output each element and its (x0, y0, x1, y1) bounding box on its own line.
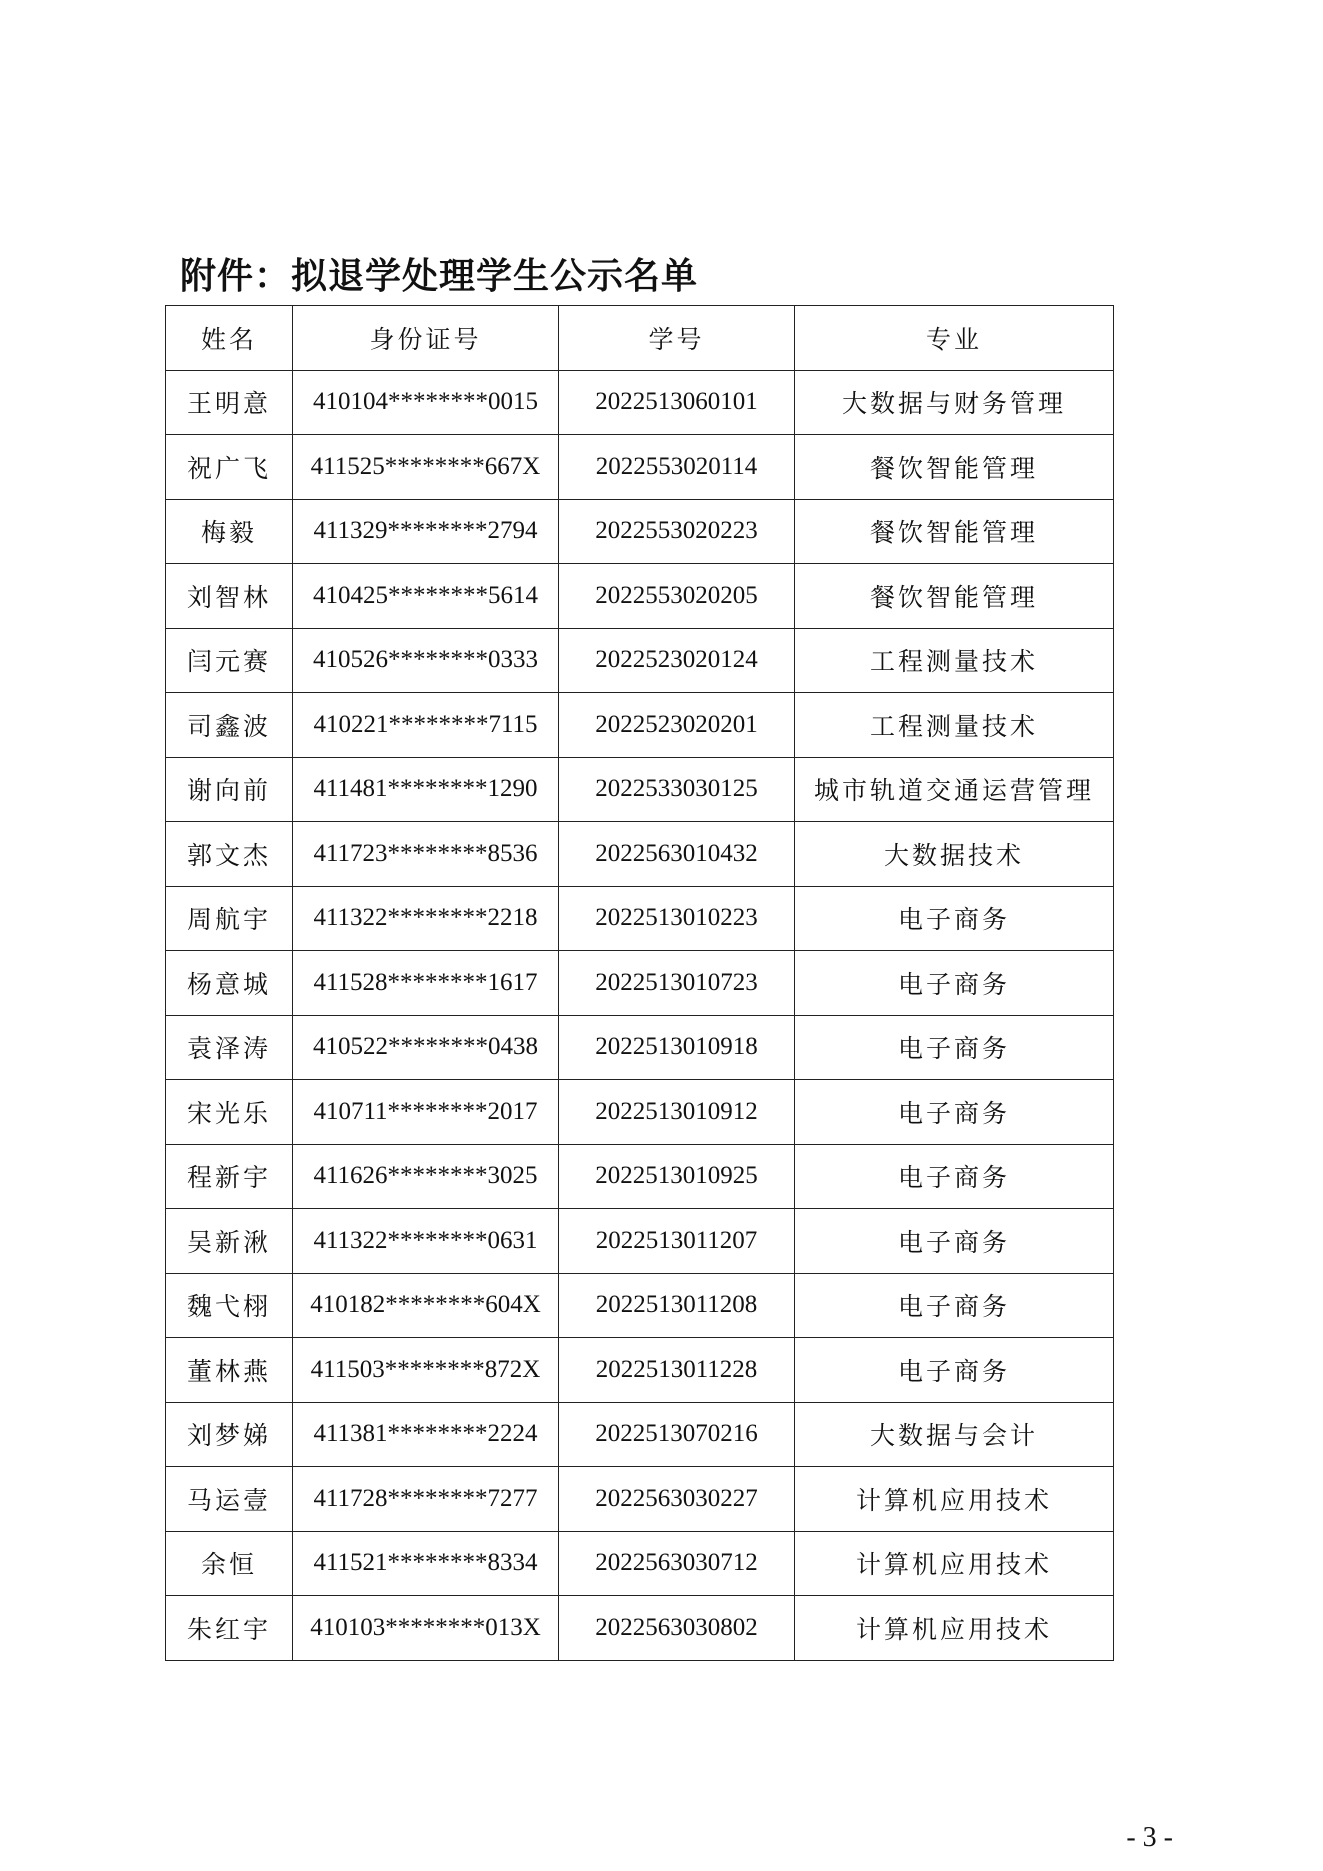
student-number-cell: 2022563010432 (559, 822, 795, 887)
student-number-cell: 2022513060101 (559, 370, 795, 435)
student-name-cell: 魏弋栩 (166, 1273, 293, 1338)
table-row (166, 757, 1114, 822)
major-cell: 工程测量技术 (795, 693, 1114, 758)
table-row (166, 1273, 1114, 1338)
table-row (166, 564, 1114, 629)
id-number-cell: 411329********2794 (293, 499, 559, 564)
table-row (166, 499, 1114, 564)
student-name-cell: 刘智林 (166, 564, 293, 629)
table-row (166, 1015, 1114, 1080)
major-cell: 电子商务 (795, 886, 1114, 951)
major-cell: 餐饮智能管理 (795, 564, 1114, 629)
student-number-cell: 2022563030712 (559, 1531, 795, 1596)
table-row (166, 693, 1114, 758)
header-name: 姓名 (166, 306, 293, 371)
major-cell: 计算机应用技术 (795, 1531, 1114, 1596)
id-number-cell: 411626********3025 (293, 1144, 559, 1209)
major-cell: 计算机应用技术 (795, 1467, 1114, 1532)
id-number-cell: 411503********872X (293, 1338, 559, 1403)
major-cell: 大数据技术 (795, 822, 1114, 887)
table-body (166, 370, 1114, 1660)
student-name-cell: 吴新湫 (166, 1209, 293, 1274)
student-name-cell: 董林燕 (166, 1338, 293, 1403)
table-row (166, 822, 1114, 887)
student-name-cell: 程新宇 (166, 1144, 293, 1209)
student-number-cell: 2022523020124 (559, 628, 795, 693)
id-number-cell: 410711********2017 (293, 1080, 559, 1145)
id-number-cell: 410103********013X (293, 1596, 559, 1661)
student-name-cell: 祝广飞 (166, 435, 293, 500)
header-id-number: 身份证号 (293, 306, 559, 371)
table-row (166, 370, 1114, 435)
student-number-cell: 2022513070216 (559, 1402, 795, 1467)
student-name-cell: 宋光乐 (166, 1080, 293, 1145)
student-roster-table (165, 305, 1114, 1661)
student-name-cell: 余恒 (166, 1531, 293, 1596)
id-number-cell: 411481********1290 (293, 757, 559, 822)
student-number-cell: 2022513011208 (559, 1273, 795, 1338)
id-number-cell: 411723********8536 (293, 822, 559, 887)
id-number-cell: 411322********0631 (293, 1209, 559, 1274)
major-cell: 电子商务 (795, 1209, 1114, 1274)
id-number-cell: 411322********2218 (293, 886, 559, 951)
id-number-cell: 411728********7277 (293, 1467, 559, 1532)
table-row (166, 1596, 1114, 1661)
student-number-cell: 2022553020223 (559, 499, 795, 564)
student-number-cell: 2022523020201 (559, 693, 795, 758)
student-name-cell: 杨意城 (166, 951, 293, 1016)
table-header-row (166, 306, 1114, 371)
major-cell: 餐饮智能管理 (795, 435, 1114, 500)
major-cell: 电子商务 (795, 1273, 1114, 1338)
table-row (166, 1080, 1114, 1145)
id-number-cell: 410526********0333 (293, 628, 559, 693)
student-name-cell: 闫元赛 (166, 628, 293, 693)
major-cell: 电子商务 (795, 1015, 1114, 1080)
id-number-cell: 411525********667X (293, 435, 559, 500)
student-number-cell: 2022513010223 (559, 886, 795, 951)
major-cell: 工程测量技术 (795, 628, 1114, 693)
major-cell: 电子商务 (795, 1338, 1114, 1403)
student-name-cell: 谢向前 (166, 757, 293, 822)
table-row (166, 1209, 1114, 1274)
student-number-cell: 2022513010918 (559, 1015, 795, 1080)
table-row (166, 1144, 1114, 1209)
table-row (166, 886, 1114, 951)
student-name-cell: 王明意 (166, 370, 293, 435)
student-number-cell: 2022533030125 (559, 757, 795, 822)
student-number-cell: 2022513010912 (559, 1080, 795, 1145)
id-number-cell: 410522********0438 (293, 1015, 559, 1080)
major-cell: 电子商务 (795, 1080, 1114, 1145)
student-name-cell: 马运壹 (166, 1467, 293, 1532)
table-row (166, 1531, 1114, 1596)
student-number-cell: 2022513011207 (559, 1209, 795, 1274)
student-number-cell: 2022563030227 (559, 1467, 795, 1532)
student-number-cell: 2022513011228 (559, 1338, 795, 1403)
id-number-cell: 411381********2224 (293, 1402, 559, 1467)
id-number-cell: 410221********7115 (293, 693, 559, 758)
table-row (166, 951, 1114, 1016)
student-number-cell: 2022553020205 (559, 564, 795, 629)
id-number-cell: 410425********5614 (293, 564, 559, 629)
id-number-cell: 411521********8334 (293, 1531, 559, 1596)
major-cell: 城市轨道交通运营管理 (795, 757, 1114, 822)
table-row (166, 1402, 1114, 1467)
student-name-cell: 郭文杰 (166, 822, 293, 887)
document-title: 附件：拟退学处理学生公示名单 (180, 256, 699, 297)
student-name-cell: 司鑫波 (166, 693, 293, 758)
id-number-cell: 410104********0015 (293, 370, 559, 435)
major-cell: 电子商务 (795, 1144, 1114, 1209)
id-number-cell: 411528********1617 (293, 951, 559, 1016)
id-number-cell: 410182********604X (293, 1273, 559, 1338)
student-name-cell: 梅毅 (166, 499, 293, 564)
header-major: 专业 (795, 306, 1114, 371)
major-cell: 餐饮智能管理 (795, 499, 1114, 564)
table-row (166, 628, 1114, 693)
table-row (166, 435, 1114, 500)
student-number-cell: 2022563030802 (559, 1596, 795, 1661)
student-name-cell: 周航宇 (166, 886, 293, 951)
table-row (166, 1338, 1114, 1403)
major-cell: 大数据与财务管理 (795, 370, 1114, 435)
major-cell: 计算机应用技术 (795, 1596, 1114, 1661)
major-cell: 大数据与会计 (795, 1402, 1114, 1467)
student-name-cell: 朱红宇 (166, 1596, 293, 1661)
page-number: - 3 - (1126, 1822, 1173, 1853)
student-name-cell: 袁泽涛 (166, 1015, 293, 1080)
student-number-cell: 2022513010925 (559, 1144, 795, 1209)
student-number-cell: 2022513010723 (559, 951, 795, 1016)
major-cell: 电子商务 (795, 951, 1114, 1016)
header-student-number: 学号 (559, 306, 795, 371)
student-name-cell: 刘梦娣 (166, 1402, 293, 1467)
student-number-cell: 2022553020114 (559, 435, 795, 500)
table-row (166, 1467, 1114, 1532)
